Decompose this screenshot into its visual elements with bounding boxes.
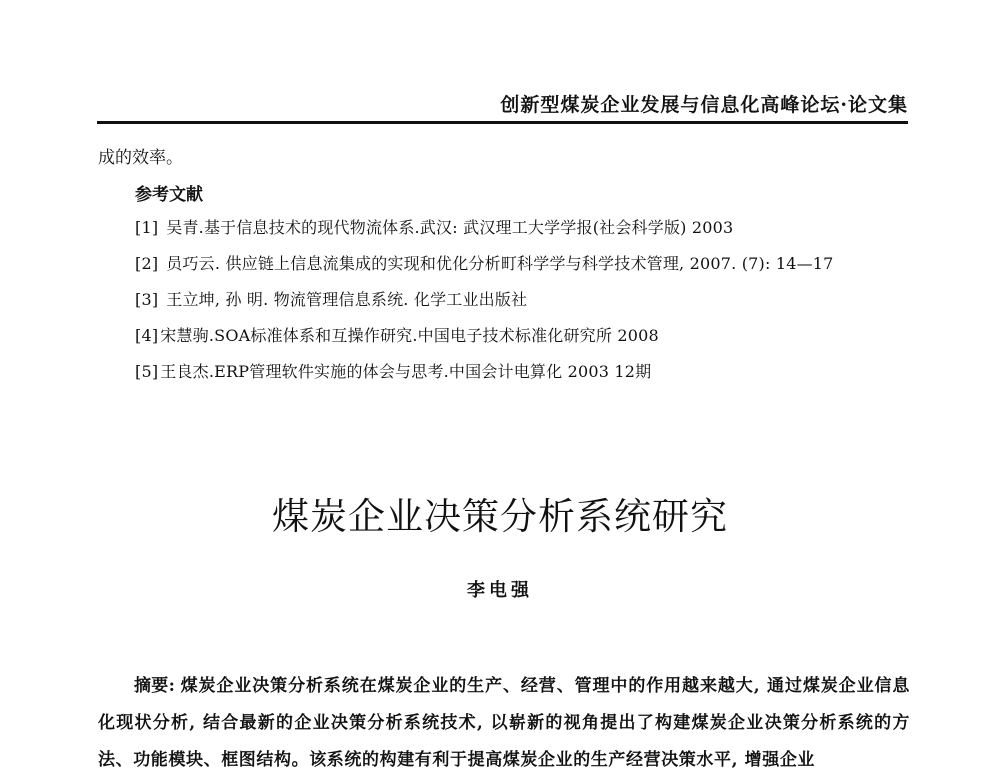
reference-item — [135, 215, 733, 238]
reference-text: 宋慧驹.SOA标准体系和互操作研究.中国电子技术标准化研究所 2008 — [160, 326, 659, 345]
reference-number: [4] — [135, 326, 159, 345]
header-rule — [97, 121, 908, 124]
reference-text: 王立坤, 孙 明. 物流管理信息系统. 化学工业出版社 — [166, 290, 528, 309]
article-title: 煤炭企业决策分析系统研究 — [272, 495, 728, 538]
references-heading: 参考文献 — [135, 185, 203, 205]
abstract-text: 煤炭企业决策分析系统在煤炭企业的生产、经营、管理中的作用越来越大, 通过煤炭企业信息化现状分析, 结合最新的企业决策分析系统技术, 以崭新的视角提出了构建煤炭企业决策分析系统的方法、功能模块、框图结构。该系统的构建有利于提高煤炭企业的生产经营决策水平, 增强企业 — [98, 676, 910, 770]
reference-number: [1] — [135, 218, 159, 237]
article-author: 李电强 — [467, 580, 533, 601]
abstract-paragraph — [98, 668, 910, 779]
reference-text: 吴青.基于信息技术的现代物流体系.武汉: 武汉理工大学学报(社会科学版) 2003 — [166, 218, 734, 237]
reference-text: 员巧云. 供应链上信息流集成的实现和优化分析町科学学与科学技术管理, 2007. (7): 14—17 — [166, 254, 834, 273]
reference-item — [135, 323, 659, 346]
reference-item — [135, 287, 527, 310]
running-header: 创新型煤炭企业发展与信息化高峰论坛·论文集 — [500, 94, 908, 116]
reference-text: 王良杰.ERP管理软件实施的体会与思考.中国会计电算化 2003 12期 — [160, 362, 652, 381]
abstract-label: 摘要: — [134, 676, 175, 696]
reference-number: [5] — [135, 362, 159, 381]
reference-item — [135, 251, 834, 274]
reference-number: [3] — [135, 290, 159, 309]
reference-number: [2] — [135, 254, 159, 273]
reference-item — [135, 359, 651, 382]
continuation-text: 成的效率。 — [98, 148, 183, 168]
